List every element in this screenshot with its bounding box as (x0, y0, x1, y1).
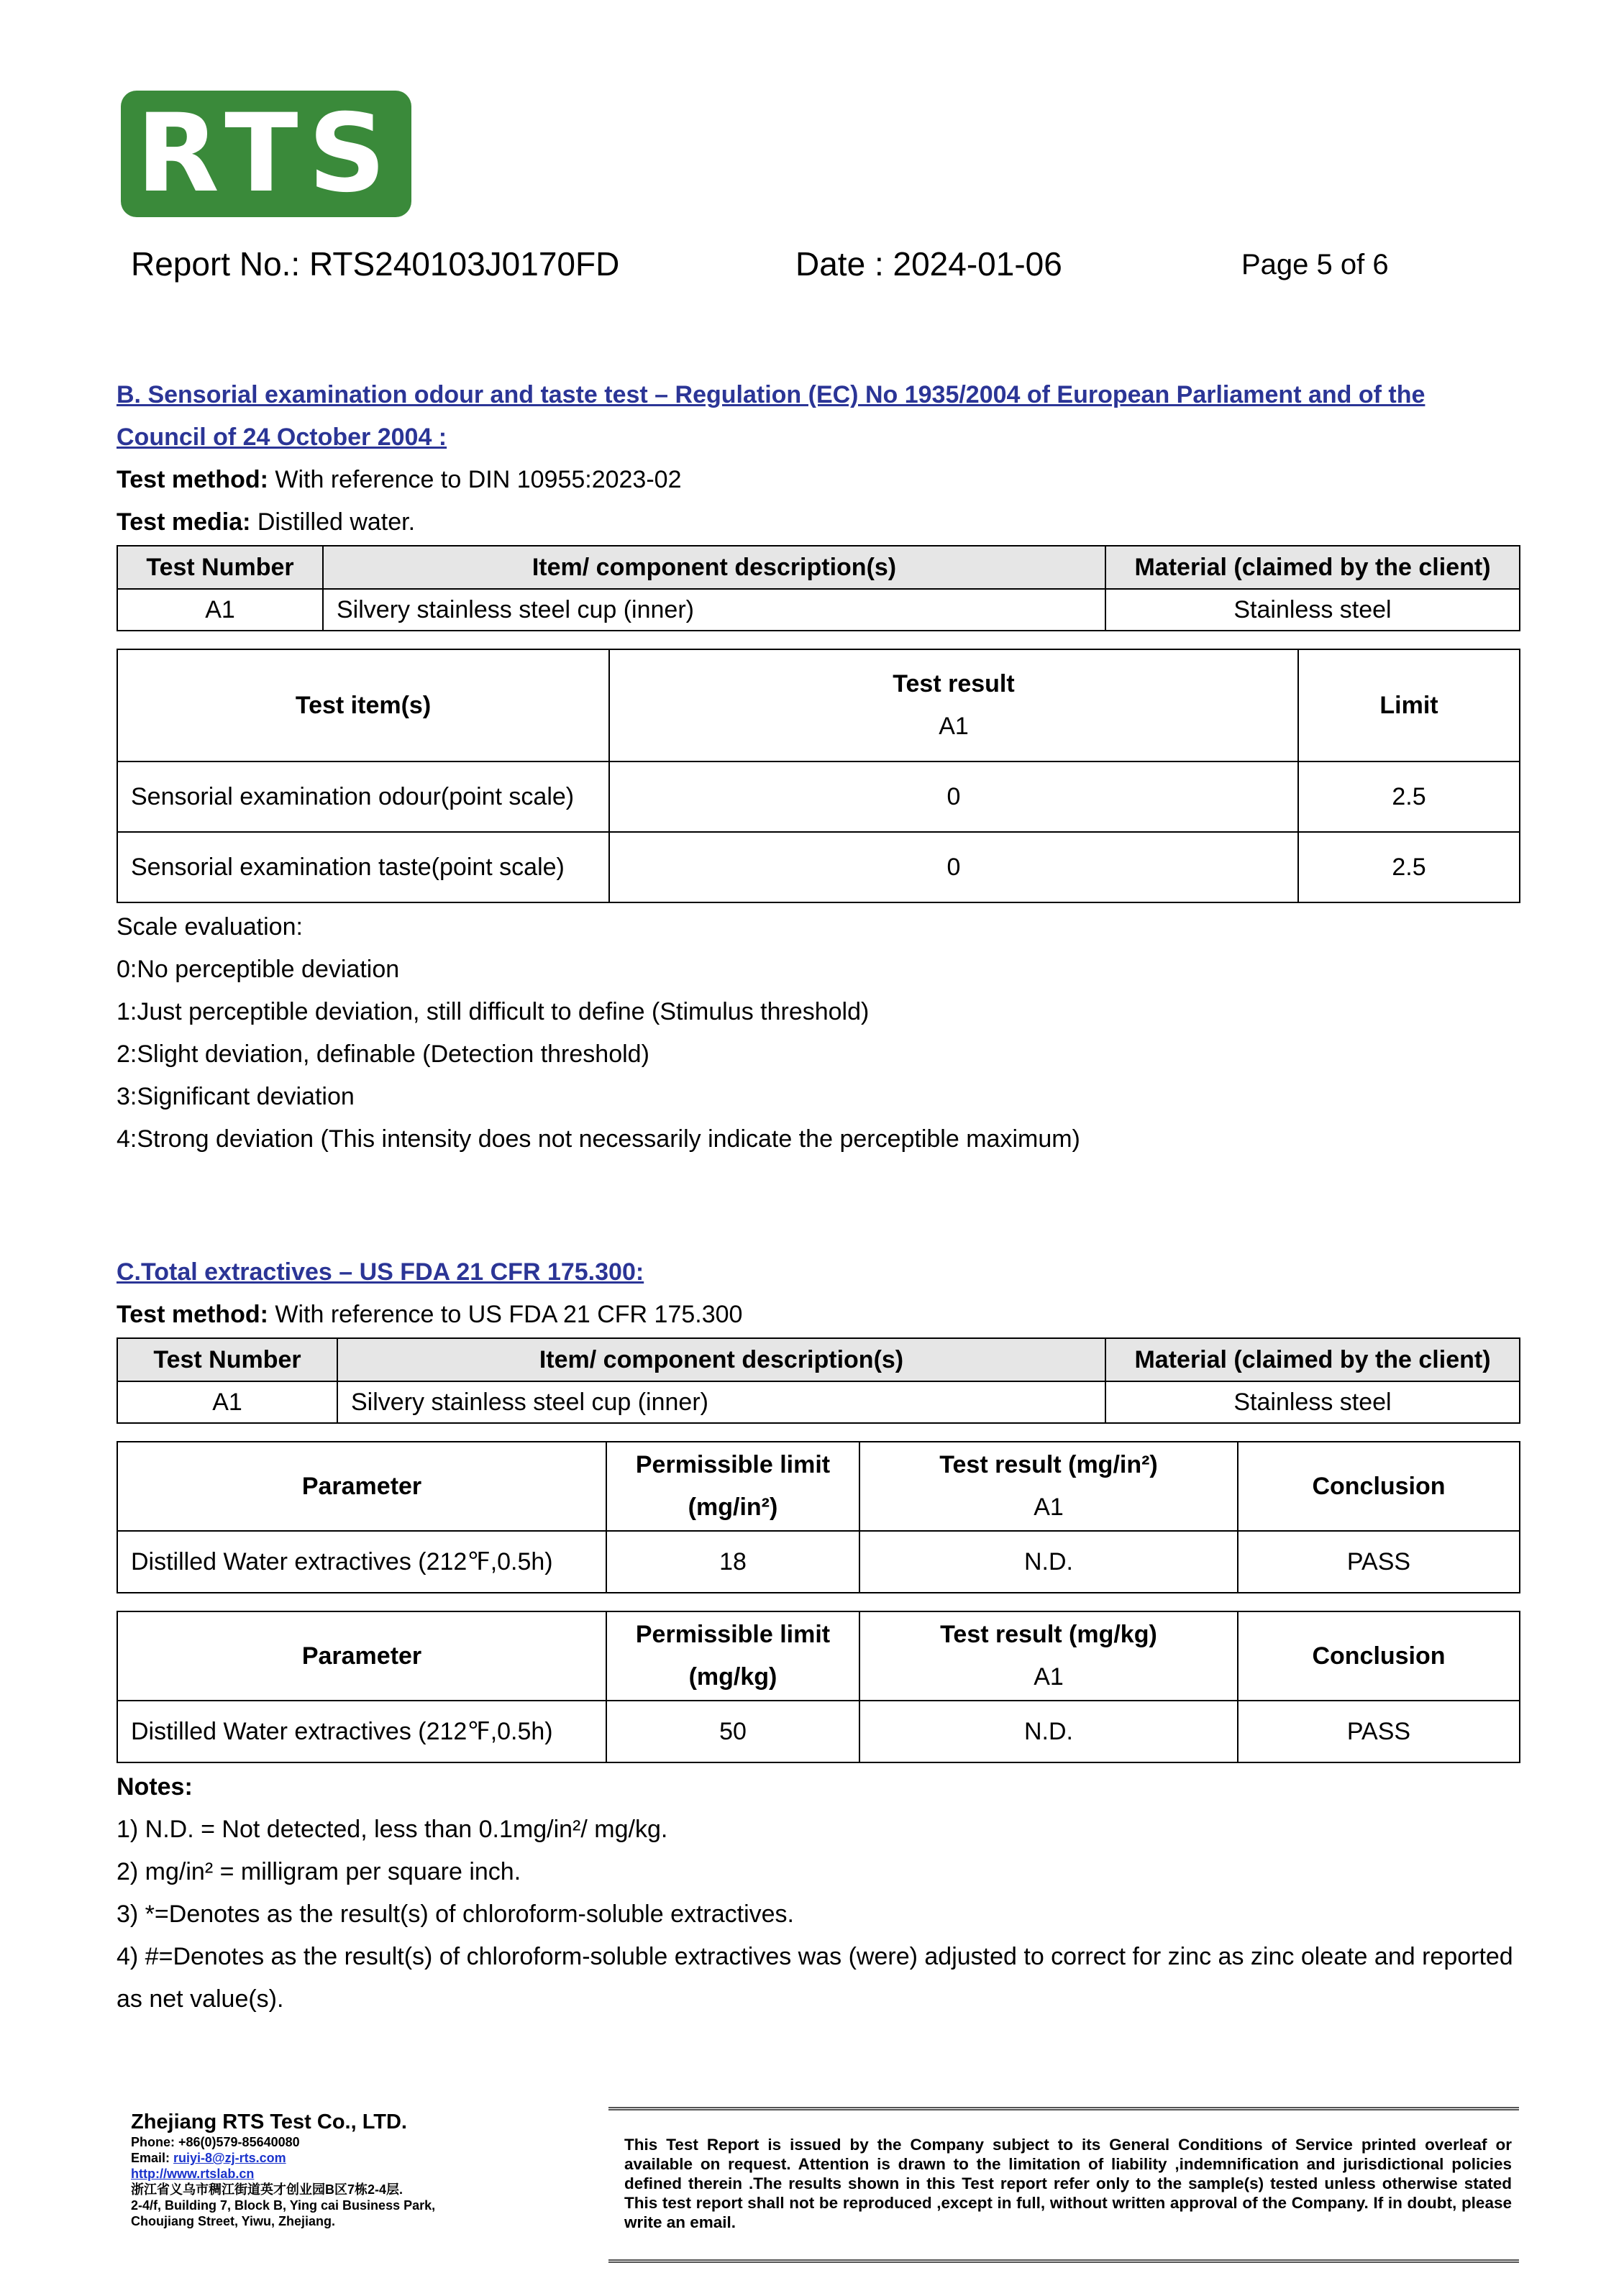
cell-limit: 2.5 (1298, 832, 1520, 902)
limit-label: Permissible limit (635, 1451, 831, 1478)
cell-limit: 50 (606, 1701, 859, 1762)
cell-conclusion: PASS (1238, 1701, 1520, 1762)
col-permissible-limit (606, 1442, 859, 1531)
col-material: Material (claimed by the client) (1105, 546, 1520, 589)
scale-line: 1:Just perceptible deviation, still difficult to define (Stimulus threshold) (117, 998, 870, 1025)
cell-material: Stainless steel (1105, 589, 1520, 631)
result-sample: A1 (1034, 1494, 1064, 1521)
logo-text: RTS (136, 91, 396, 216)
notes-title: Notes: (117, 1773, 193, 1801)
col-test-result (609, 649, 1298, 761)
table-row (117, 1531, 1520, 1593)
test-method-line (117, 1294, 1520, 1336)
address-line-2: Choujiang Street, Yiwu, Zhejiang. (131, 2214, 336, 2228)
section-b (117, 374, 1520, 1161)
address-chinese: 浙江省义乌市稠江街道英才创业园B区7栋2-4层. (131, 2182, 403, 2197)
table-row (117, 1701, 1520, 1762)
col-parameter: Parameter (117, 1611, 606, 1701)
test-result-sample: A1 (939, 713, 969, 740)
scale-line: Scale evaluation: (117, 913, 303, 941)
cell-limit: 18 (606, 1531, 859, 1593)
col-material: Material (claimed by the client) (1105, 1338, 1520, 1381)
email-link[interactable]: ruiyi-8@zj-rts.com (173, 2151, 286, 2165)
table-row (117, 761, 1520, 832)
cell-material: Stainless steel (1105, 1381, 1520, 1423)
email-label: Email: (131, 2151, 174, 2165)
sensorial-result-table (117, 649, 1520, 903)
col-conclusion: Conclusion (1238, 1442, 1520, 1531)
scale-evaluation (117, 906, 1520, 1161)
cell-result: 0 (609, 761, 1298, 832)
limit-label: Permissible limit (635, 1621, 831, 1648)
note-item: as net value(s). (117, 1985, 284, 2013)
test-method-line (117, 459, 1520, 501)
section-c (117, 1251, 1520, 2021)
sample-table-b (117, 545, 1520, 631)
table-header-row (117, 649, 1520, 761)
cell-test-item: Sensorial examination taste(point scale) (117, 832, 609, 902)
col-test-result (859, 1442, 1238, 1531)
table-header-row (117, 1611, 1520, 1701)
table-row (117, 1381, 1520, 1423)
company-info (131, 2110, 534, 2229)
cell-test-number: A1 (117, 1381, 337, 1423)
disclaimer-text: This Test Report is issued by the Company subject to its General Conditions of Service printed overleaf or available on request. Attention is drawn to the limitation of liability ,indemnification and jurisdictional policies defined therein .The results shown in this Test report refer only to the sample(s) tested unless otherwise stated This test report shall not be reproduced ,except in full, without written approval of the Company. If in doubt, please write an email. (624, 2136, 1512, 2231)
cell-test-number: A1 (117, 589, 323, 631)
report-date: Date : 2024-01-06 (795, 245, 1062, 283)
address-line-1: 2-4/f, Building 7, Block B, Ying cai Business Park, (131, 2198, 436, 2213)
note-item: 4) #=Denotes as the result(s) of chloroform-soluble extractives was (were) adjusted to correct for zinc as zinc oleate and reported (117, 1943, 1513, 1970)
result-sample: A1 (1034, 1663, 1064, 1691)
rts-logo (121, 91, 411, 217)
note-item: 1) N.D. = Not detected, less than 0.1mg/in²/ mg/kg. (117, 1816, 668, 1843)
limit-unit: (mg/in²) (688, 1494, 778, 1521)
col-item-description: Item/ component description(s) (337, 1338, 1105, 1381)
cell-result: 0 (609, 832, 1298, 902)
sample-table-c (117, 1337, 1520, 1424)
cell-parameter: Distilled Water extractives (212℉,0.5h) (117, 1701, 606, 1762)
result-label: Test result (mg/in²) (939, 1451, 1158, 1478)
website-link[interactable]: http://www.rtslab.cn (131, 2167, 255, 2181)
col-parameter: Parameter (117, 1442, 606, 1531)
notes (117, 1766, 1520, 2021)
result-label: Test result (mg/kg) (940, 1621, 1157, 1648)
report-number: Report No.: RTS240103J0170FD (131, 245, 620, 283)
company-email-line (131, 2150, 534, 2166)
section-c-title: C.Total extractives – US FDA 21 CFR 175.300: (117, 1258, 644, 1286)
test-method-value: With reference to DIN 10955:2023-02 (268, 466, 682, 493)
test-method-label: Test method: (117, 1301, 268, 1328)
col-permissible-limit (606, 1611, 859, 1701)
table-header-row (117, 1442, 1520, 1531)
col-test-number: Test Number (117, 1338, 337, 1381)
note-item: 2) mg/in² = milligram per square inch. (117, 1858, 521, 1885)
table-header-row (117, 1338, 1520, 1381)
company-name: Zhejiang RTS Test Co., LTD. (131, 2110, 407, 2133)
test-method-label: Test method: (117, 466, 268, 493)
col-item-description: Item/ component description(s) (323, 546, 1105, 589)
company-phone: Phone: +86(0)579-85640080 (131, 2135, 300, 2149)
cell-test-item: Sensorial examination odour(point scale) (117, 761, 609, 832)
test-method-value: With reference to US FDA 21 CFR 175.300 (268, 1301, 743, 1328)
table-row (117, 832, 1520, 902)
note-item: 3) *=Denotes as the result(s) of chloroform-soluble extractives. (117, 1901, 795, 1928)
cell-description: Silvery stainless steel cup (inner) (337, 1381, 1105, 1423)
cell-result: N.D. (859, 1531, 1238, 1593)
test-media-line (117, 501, 1520, 544)
limit-unit: (mg/kg) (688, 1663, 777, 1691)
col-test-number: Test Number (117, 546, 323, 589)
disclaimer-box (608, 2107, 1519, 2263)
col-conclusion: Conclusion (1238, 1611, 1520, 1701)
cell-conclusion: PASS (1238, 1531, 1520, 1593)
section-b-title-line1: B. Sensorial examination odour and taste test – Regulation (EC) No 1935/2004 of European Parliament and of the (117, 381, 1425, 408)
section-b-title (117, 374, 1520, 416)
test-media-value: Distilled water. (250, 508, 416, 536)
extractives-table-mg-in2 (117, 1441, 1520, 1593)
scale-line: 0:No perceptible deviation (117, 956, 400, 983)
scale-line: 2:Slight deviation, definable (Detection threshold) (117, 1040, 649, 1068)
page-number: Page 5 of 6 (1241, 249, 1389, 280)
scale-line: 4:Strong deviation (This intensity does not necessarily indicate the perceptible maximum) (117, 1125, 1080, 1153)
cell-description: Silvery stainless steel cup (inner) (323, 589, 1105, 631)
table-row (117, 589, 1520, 631)
cell-limit: 2.5 (1298, 761, 1520, 832)
col-test-item: Test item(s) (117, 649, 609, 761)
section-b-title-line2: Council of 24 October 2004 : (117, 424, 447, 451)
extractives-table-mg-kg (117, 1611, 1520, 1763)
scale-line: 3:Significant deviation (117, 1083, 355, 1110)
cell-parameter: Distilled Water extractives (212℉,0.5h) (117, 1531, 606, 1593)
col-limit: Limit (1298, 649, 1520, 761)
test-result-label: Test result (893, 670, 1015, 698)
col-test-result (859, 1611, 1238, 1701)
cell-result: N.D. (859, 1701, 1238, 1762)
table-header-row (117, 546, 1520, 589)
test-media-label: Test media: (117, 508, 251, 536)
